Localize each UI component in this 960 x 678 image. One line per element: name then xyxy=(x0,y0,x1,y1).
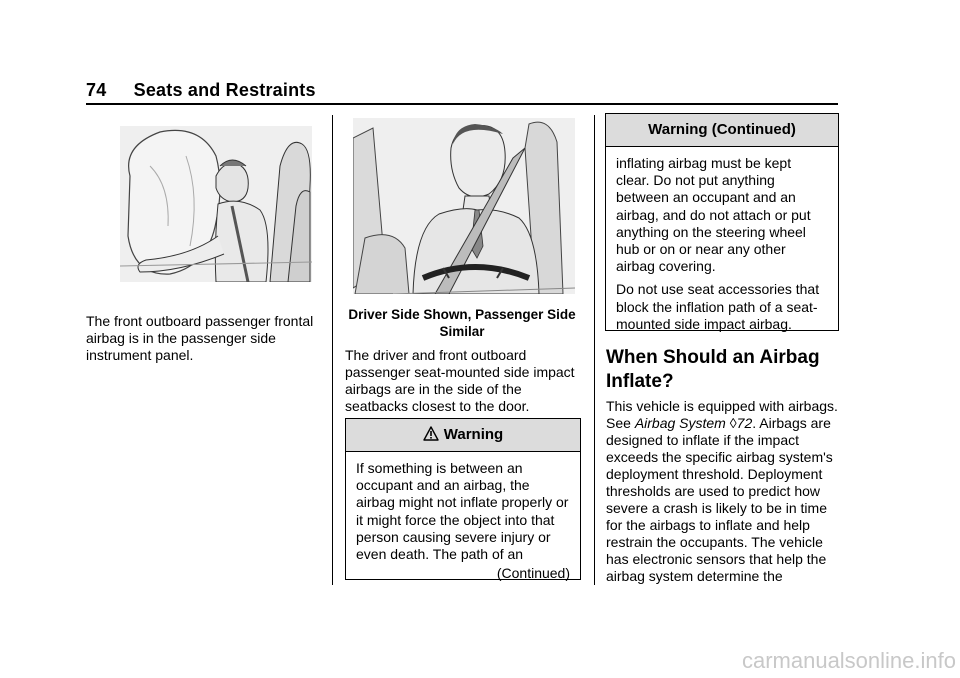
page-header xyxy=(86,80,316,101)
warning-continued-body xyxy=(606,147,838,339)
passenger-airbag-figure xyxy=(120,126,312,282)
passenger-airbag-text: The front outboard passenger frontal airbag is in the passenger side instrument panel. xyxy=(86,313,314,363)
page-ref[interactable]: 72 xyxy=(736,415,753,431)
warning-text: If something is between an occupant and an airbag, the airbag might not inflate properly or it might force the object into that person causing severe injury or even death. The path of an xyxy=(356,460,569,563)
warning-box xyxy=(345,418,581,580)
airbag-system-link[interactable]: Airbag System xyxy=(634,415,726,431)
warning-header xyxy=(346,419,580,452)
column-divider-2 xyxy=(594,115,595,585)
page-ref-icon: ◊ xyxy=(729,415,737,431)
figure-caption: Driver Side Shown, Passenger Side Similar xyxy=(348,307,576,339)
driver-seatbelt-illustration-icon xyxy=(353,118,575,294)
warning-body xyxy=(346,452,580,588)
passenger-frontal-airbag-illustration-icon xyxy=(120,126,312,282)
inflate-text-body: Airbags are designed to inflate if the impact exceeds the specific airbag system's deployment threshold. Deployment thresholds are used to predict how severe a crash is likely to be in time for the airbags to inflate and help restrain the occupants. The vehicle has electronic sensors that help the airbag system determine the xyxy=(606,415,833,584)
warning-continued-para-2: Do not use seat accessories that block the inflation path of a seat-mounted side impact airbag. xyxy=(616,281,820,332)
driver-side-figure xyxy=(353,118,575,294)
inflate-text-intro: This vehicle is equipped with airbags. See xyxy=(606,398,838,431)
side-airbag-text: The driver and front outboard passenger seat-mounted side impact airbags are in the side of the seatbacks closest to the door. xyxy=(345,347,575,414)
warning-continued-box xyxy=(605,113,839,331)
column-divider-1 xyxy=(332,115,333,585)
warning-title: Warning xyxy=(443,426,504,443)
section-title: When Should an Airbag Inflate? xyxy=(606,347,820,392)
chapter-title: Seats and Restraints xyxy=(133,80,316,100)
warning-triangle-icon xyxy=(423,421,439,453)
inflate-text: This vehicle is equipped with airbags. See Airbag System ◊72. Airbags are designed to inflate if the impact exceeds the specific airbag system's deployment threshold. Deployment thresholds are used to predict how severe a crash is likely to be in time for the airbags to inflate and help restrain the occupants. The vehicle has electronic sensors that help the airbag system determine the xyxy=(606,398,838,584)
warning-continued-para-1: inflating airbag must be kept clear. Do not put anything between an occupant and an airbag, and do not attach or put anything on the steering wheel hub or on or near any other airbag covering. xyxy=(616,155,811,275)
page-number: 74 xyxy=(86,80,107,100)
warning-continued-header: Warning (Continued) xyxy=(606,114,838,147)
continued-label: (Continued) xyxy=(496,565,570,582)
header-rule xyxy=(86,103,838,105)
watermark: carmanualsonline.info xyxy=(741,648,956,673)
